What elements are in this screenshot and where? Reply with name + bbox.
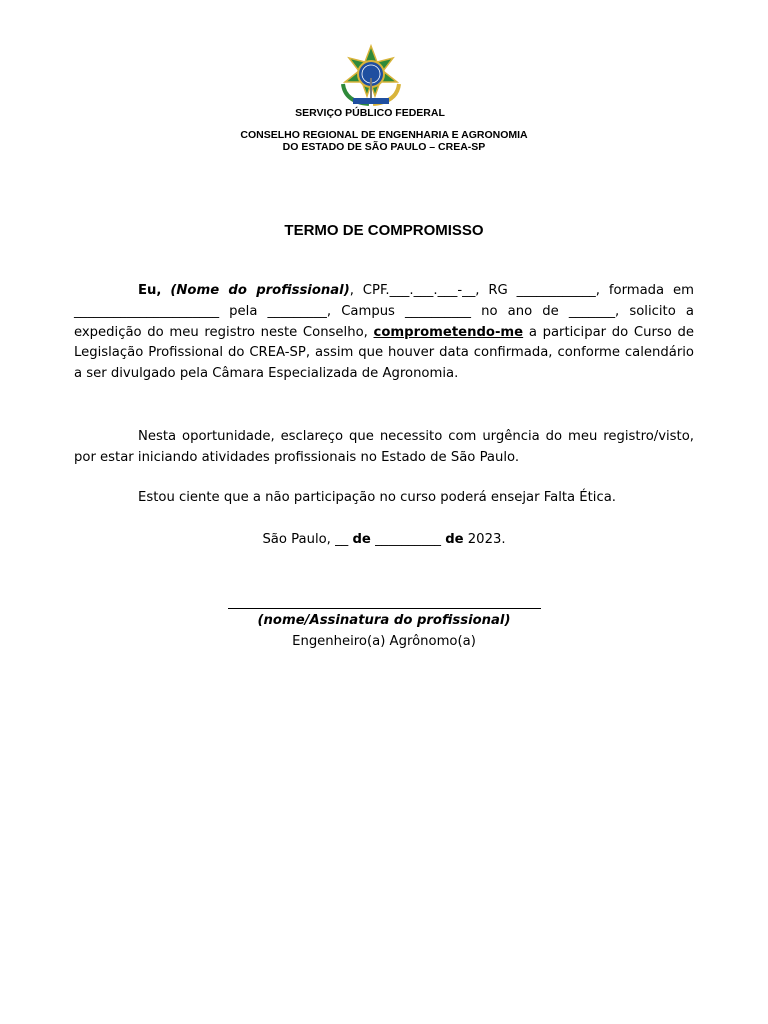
- date-de-1: de: [352, 532, 371, 547]
- council-heading-line2: DO ESTADO DE SÃO PAULO – CREA-SP: [282, 141, 486, 153]
- paragraph-urgency: Nesta oportunidade, esclareço que necessito com urgência do meu registro/visto, por estar iniciando atividades profissionais no Estado de São Paulo.: [74, 429, 694, 465]
- document-title: TERMO DE COMPROMISSO: [284, 222, 484, 239]
- signature-line: [228, 608, 541, 609]
- brazil-coat-of-arms-icon: [331, 44, 411, 108]
- date-year: 2023.: [467, 532, 506, 547]
- professional-name-placeholder: (Nome do profissional): [170, 283, 350, 298]
- paragraph-commitment: [74, 281, 694, 385]
- council-heading-line1: CONSELHO REGIONAL DE ENGENHARIA E AGRONOMIA: [240, 129, 528, 141]
- federal-service-heading: SERVIÇO PÚBLICO FEDERAL: [295, 107, 445, 119]
- date-blank: __________: [375, 532, 441, 547]
- signature-name-label: (nome/Assinatura do profissional): [257, 613, 511, 628]
- signature-role-label: Engenheiro(a) Agrônomo(a): [292, 634, 476, 649]
- eu-text: Eu,: [138, 283, 162, 298]
- date-de-2: de: [445, 532, 464, 547]
- paragraph1-part1: , CPF.___.___.___-__, RG ____________, formada em ______________________ pela _________, Campus __________ no ano de _______, solicito a expedição do meu registro neste Conselho,: [74, 283, 694, 340]
- date-line: [0, 530, 768, 551]
- comprometendo-text: comprometendo-me: [373, 324, 524, 340]
- date-prefix: São Paulo, __: [262, 532, 349, 547]
- paragraph-ethics: Estou ciente que a não participação no curso poderá ensejar Falta Ética.: [138, 490, 616, 505]
- paragraph1-part2: a participar do Curso de Legislação Profissional do CREA-SP, assim que houver data confirmada, conforme calendário a ser divulgado pela Câmara Especializada de Agronomia.: [74, 324, 694, 382]
- council-heading: [0, 129, 768, 153]
